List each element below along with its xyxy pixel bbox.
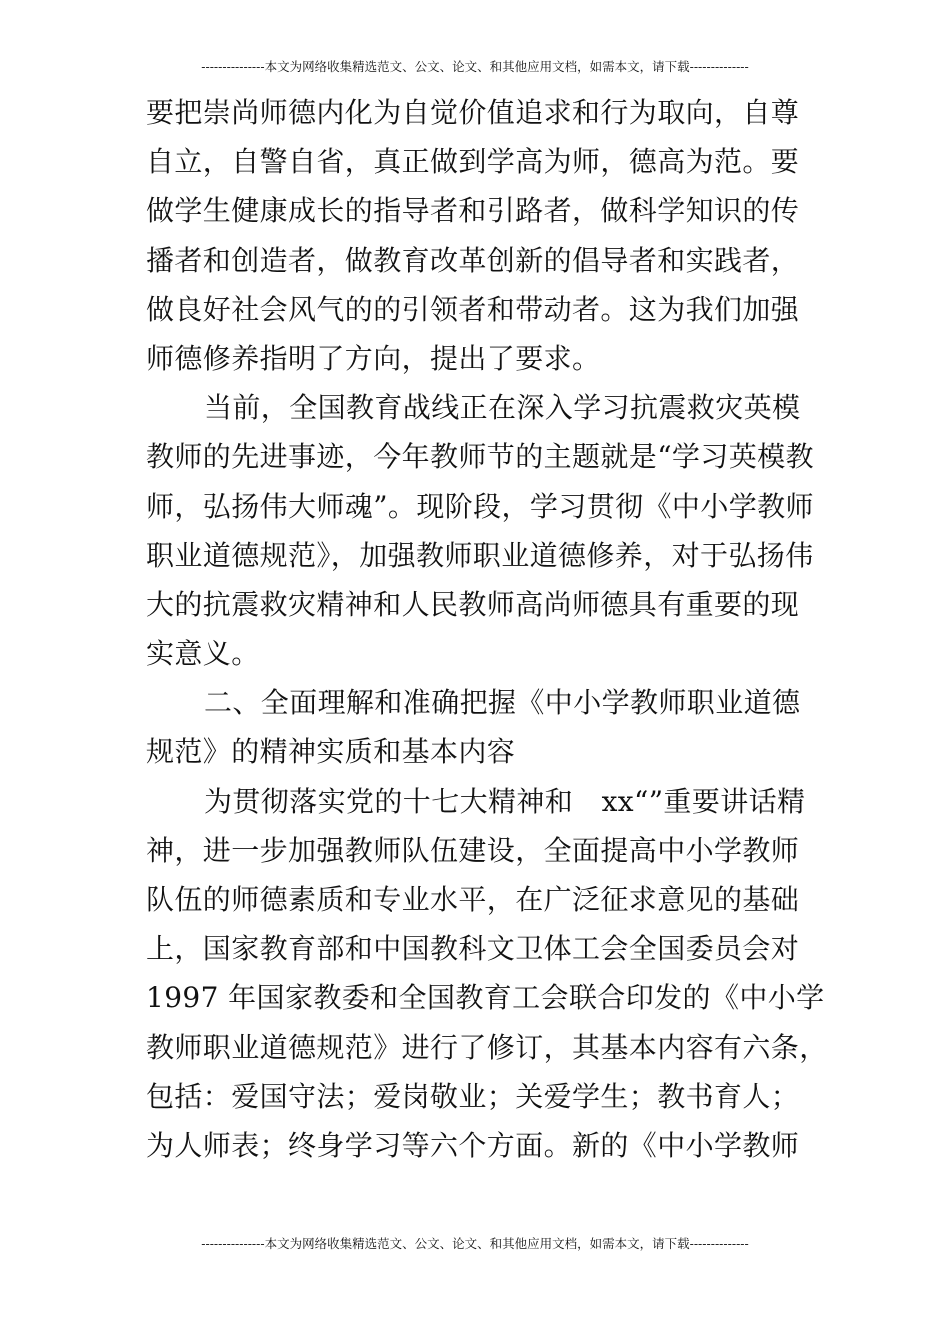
body-line-7: 当前，全国教育战线正在深入学习抗震救灾英模	[204, 391, 801, 425]
body-line-1: 要把崇尚师德内化为自觉价值追求和行为取向，自尊	[146, 96, 800, 129]
body-line-22: 为人师表；终身学习等六个方面。新的《中小学教师	[146, 1128, 800, 1162]
body-line-17: 队伍的师德素质和专业水平，在广泛征求意见的基础	[146, 883, 800, 916]
body-line-15: 为贯彻落实党的十七大精神和 xx“”重要讲话精	[204, 784, 806, 818]
footer-banner: ---------------本文为网络收集精选范文、公文、论文、和其他应用文档，如需本文，请下载--------------	[201, 1236, 749, 1251]
body-line-2: 自立，自警自省，真正做到学高为师，德高为范。要	[146, 145, 800, 179]
body-line-10: 职业道德规范》，加强教师职业道德修养，对于弘扬伟	[146, 538, 814, 572]
section-heading-line-2: 规范》的精神实质和基本内容	[146, 735, 516, 769]
body-line-4: 播者和创造者，做教育改革创新的倡导者和实践者，	[146, 243, 800, 277]
body-line-11: 大的抗震救灾精神和人民教师高尚师德具有重要的现	[146, 587, 800, 621]
body-line-6: 师德修养指明了方向，提出了要求。	[146, 341, 601, 375]
body-line-20: 教师职业道德规范》进行了修订，其基本内容有六条，	[146, 1030, 828, 1064]
body-line-21: 包括：爱国守法；爱岗敬业；关爱学生；教书育人；	[146, 1079, 800, 1113]
body-line-3: 做学生健康成长的指导者和引路者，做科学知识的传	[146, 194, 800, 228]
body-line-18: 上，国家教育部和中国教科文卫体工会全国委员会对	[146, 932, 800, 966]
document-body	[146, 88, 828, 1170]
body-line-5: 做良好社会风气的的引领者和带动者。这为我们加强	[146, 292, 800, 326]
body-line-19: 1997 年国家教委和全国教育工会联合印发的《中小学	[146, 981, 825, 1015]
body-line-9: 师，弘扬伟大师魂”。现阶段，学习贯彻《中小学教师	[146, 489, 814, 523]
body-line-12: 实意义。	[146, 637, 260, 671]
body-line-16: 神，进一步加强教师队伍建设，全面提高中小学教师	[146, 833, 800, 867]
body-line-8: 教师的先进事迹，今年教师节的主题就是“学习英模教	[146, 440, 814, 474]
header-banner: ---------------本文为网络收集精选范文、公文、论文、和其他应用文档，如需本文，请下载--------------	[201, 59, 749, 74]
section-heading-line-1: 二、全面理解和准确把握《中小学教师职业道德	[204, 686, 801, 720]
